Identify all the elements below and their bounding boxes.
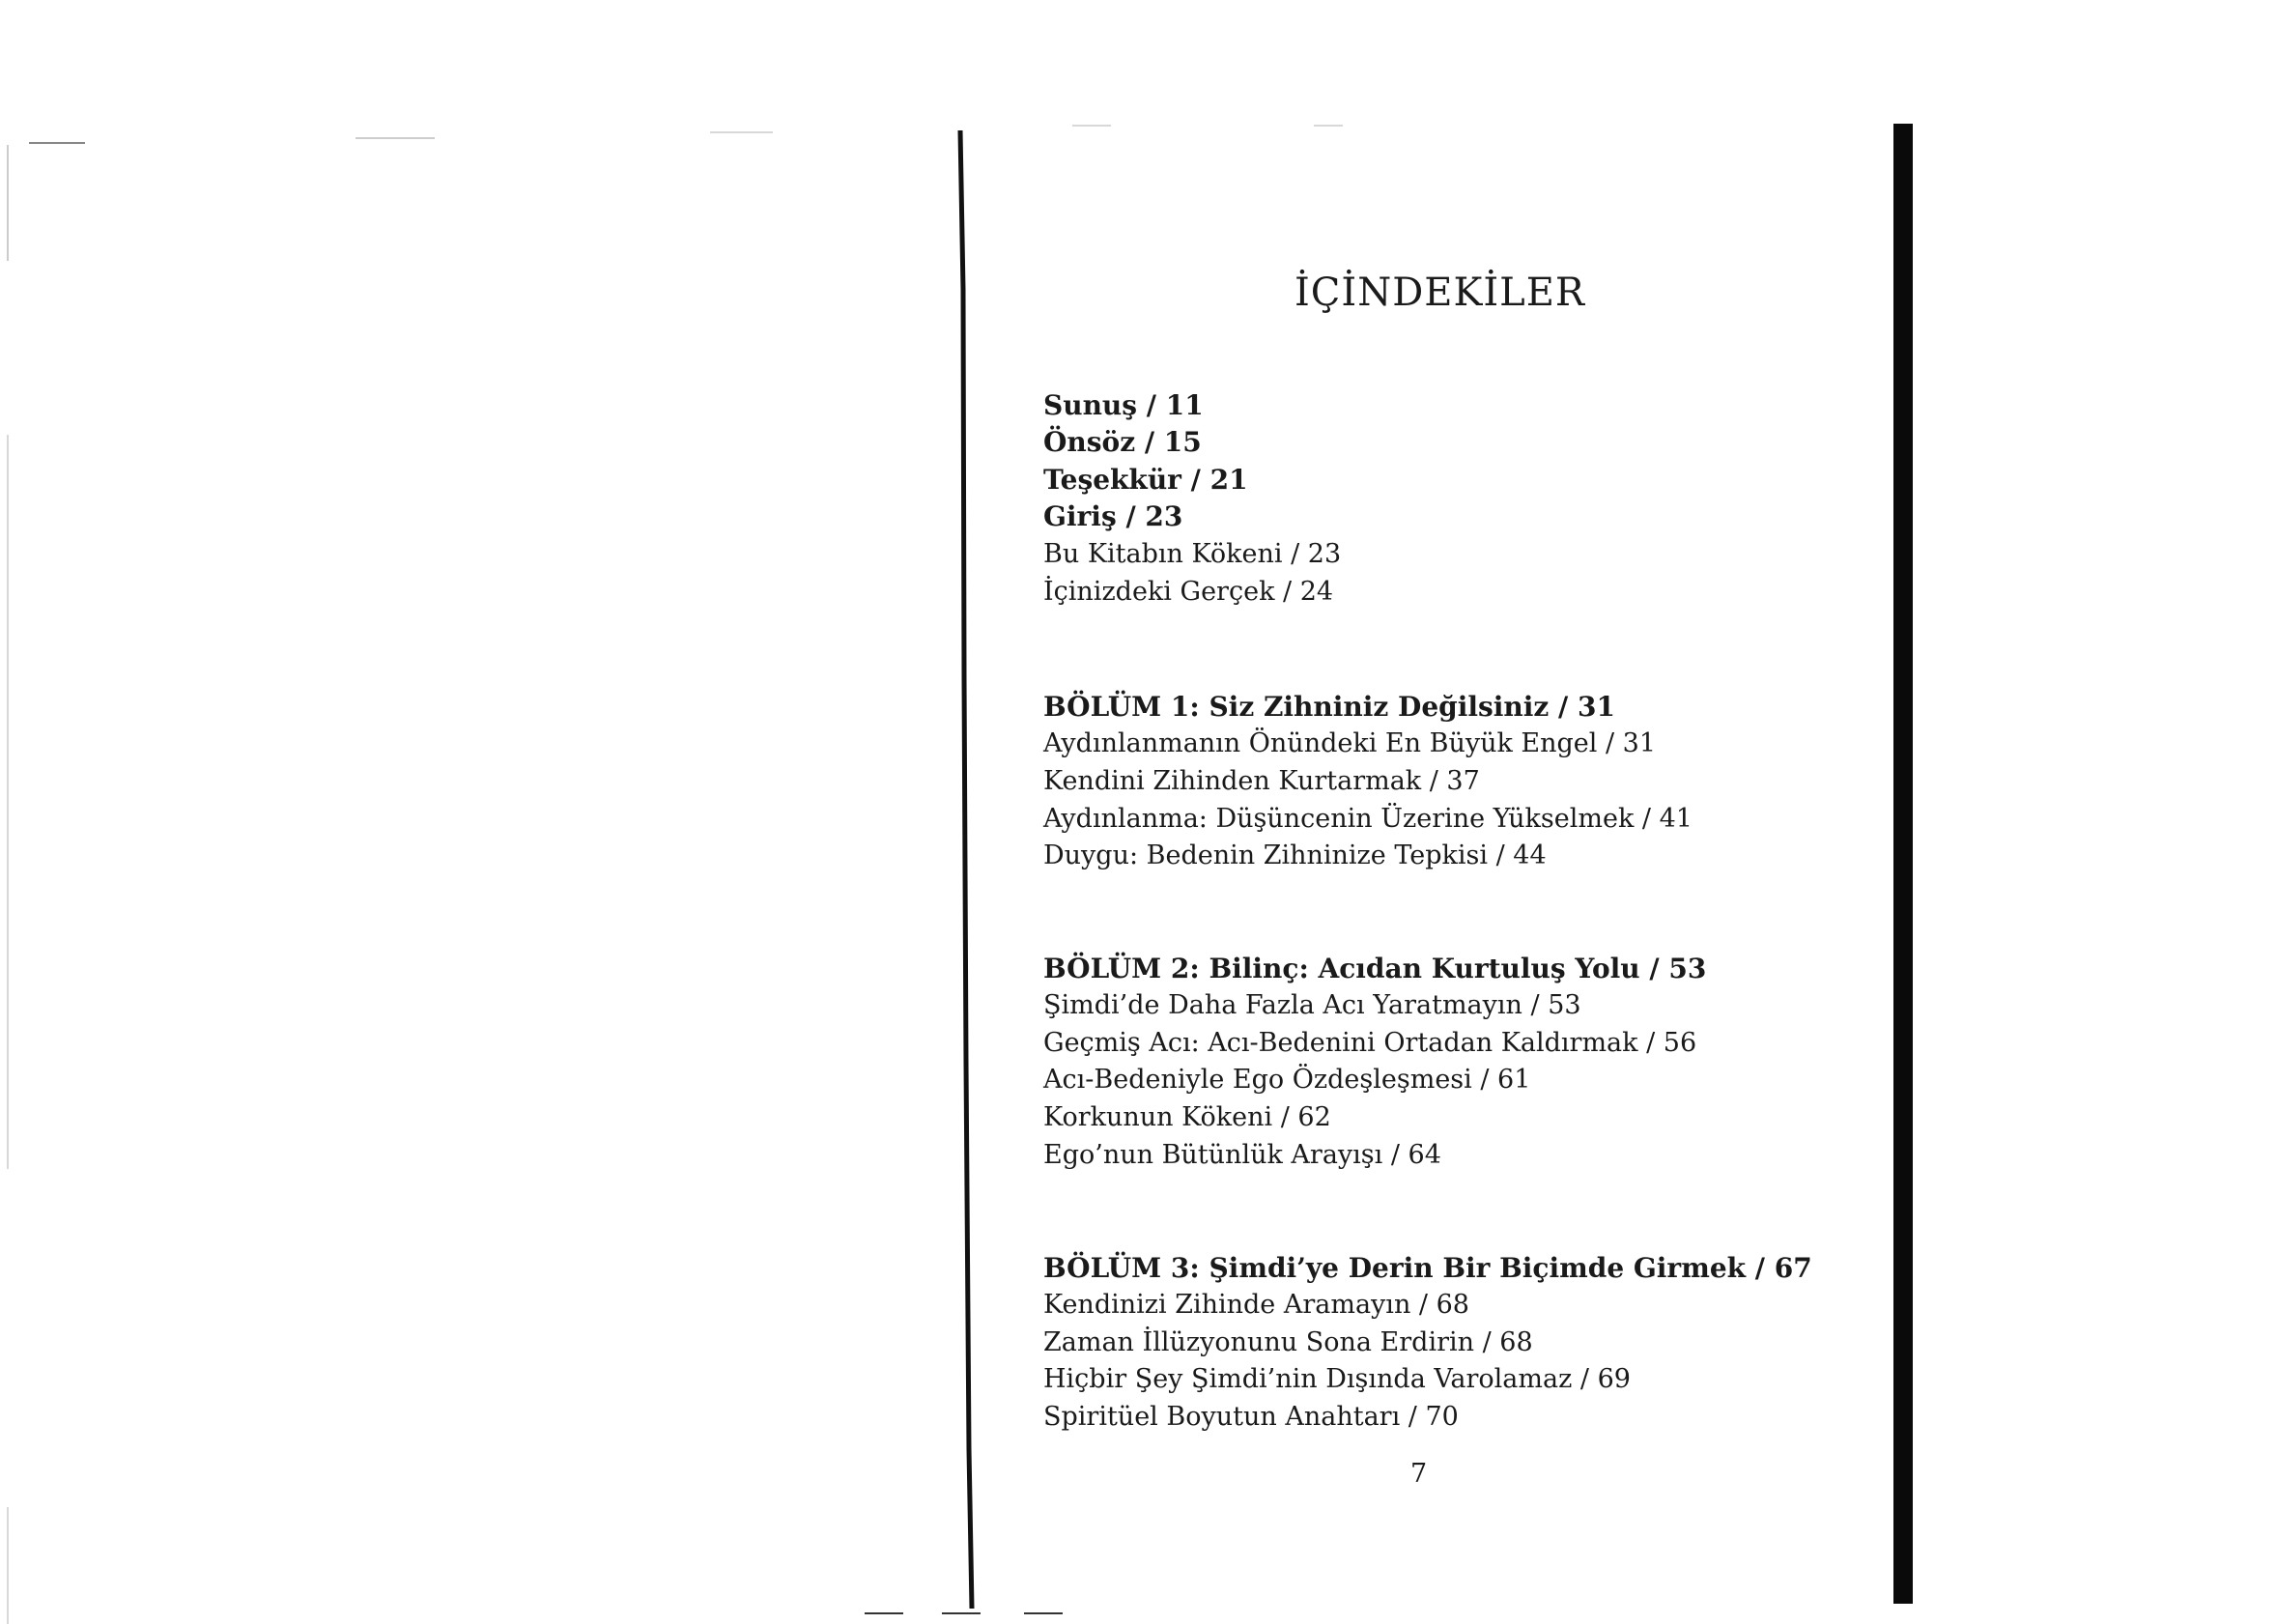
toc-entry: Korkunun Kökeni / 62 (1043, 1102, 1331, 1132)
toc-entry: Giriş / 23 (1043, 500, 1183, 532)
toc-entry: Aydınlanmanın Önündeki En Büyük Engel / 31 (1043, 728, 1657, 758)
toc-entry: Aydınlanma: Düşüncenin Üzerine Yükselmek / 41 (1043, 804, 1693, 834)
toc-chapter-heading: BÖLÜM 3: Şimdi’ye Derin Bir Biçimde Girmek / 67 (1043, 1252, 1812, 1284)
toc-entry: Acı-Bedeniyle Ego Özdeşleşmesi / 61 (1043, 1065, 1531, 1095)
toc-chapter-heading: BÖLÜM 1: Siz Zihniniz Değilsiniz / 31 (1043, 691, 1615, 723)
toc-entry: Zaman İllüzyonunu Sona Erdirin / 68 (1043, 1327, 1533, 1357)
toc-entry: Spiritüel Boyutun Anahtarı / 70 (1043, 1402, 1459, 1432)
toc-entry: Duygu: Bedenin Zihninize Tepkisi / 44 (1043, 840, 1547, 870)
toc-entry: Teşekkür / 21 (1043, 464, 1248, 496)
toc-entry: Sunuş / 11 (1043, 389, 1204, 421)
toc-entry: Geçmiş Acı: Acı-Bedenini Ortadan Kaldırmak / 56 (1043, 1028, 1697, 1058)
toc-entry: Kendinizi Zihinde Aramayın / 68 (1043, 1290, 1469, 1320)
toc-entry: Ego’nun Bütünlük Arayışı / 64 (1043, 1140, 1441, 1170)
scan-edge-bar (1893, 124, 1913, 1604)
page-number: 7 (1410, 1459, 1428, 1489)
toc-entry: Şimdi’de Daha Fazla Acı Yaratmayın / 53 (1043, 990, 1581, 1020)
toc-entry: Önsöz / 15 (1043, 426, 1202, 458)
page-title: İÇİNDEKİLER (1294, 271, 1586, 315)
toc-entry: Kendini Zihinden Kurtarmak / 37 (1043, 766, 1480, 796)
toc-entry: Hiçbir Şey Şimdi’nin Dışında Varolamaz / 69 (1043, 1364, 1631, 1394)
toc-entry: Bu Kitabın Kökeni / 23 (1043, 539, 1342, 569)
toc-chapter-heading: BÖLÜM 2: Bilinç: Acıdan Kurtuluş Yolu / 53 (1043, 953, 1707, 984)
toc-entry: İçinizdeki Gerçek / 24 (1043, 577, 1334, 607)
toc-page (966, 0, 1893, 1624)
